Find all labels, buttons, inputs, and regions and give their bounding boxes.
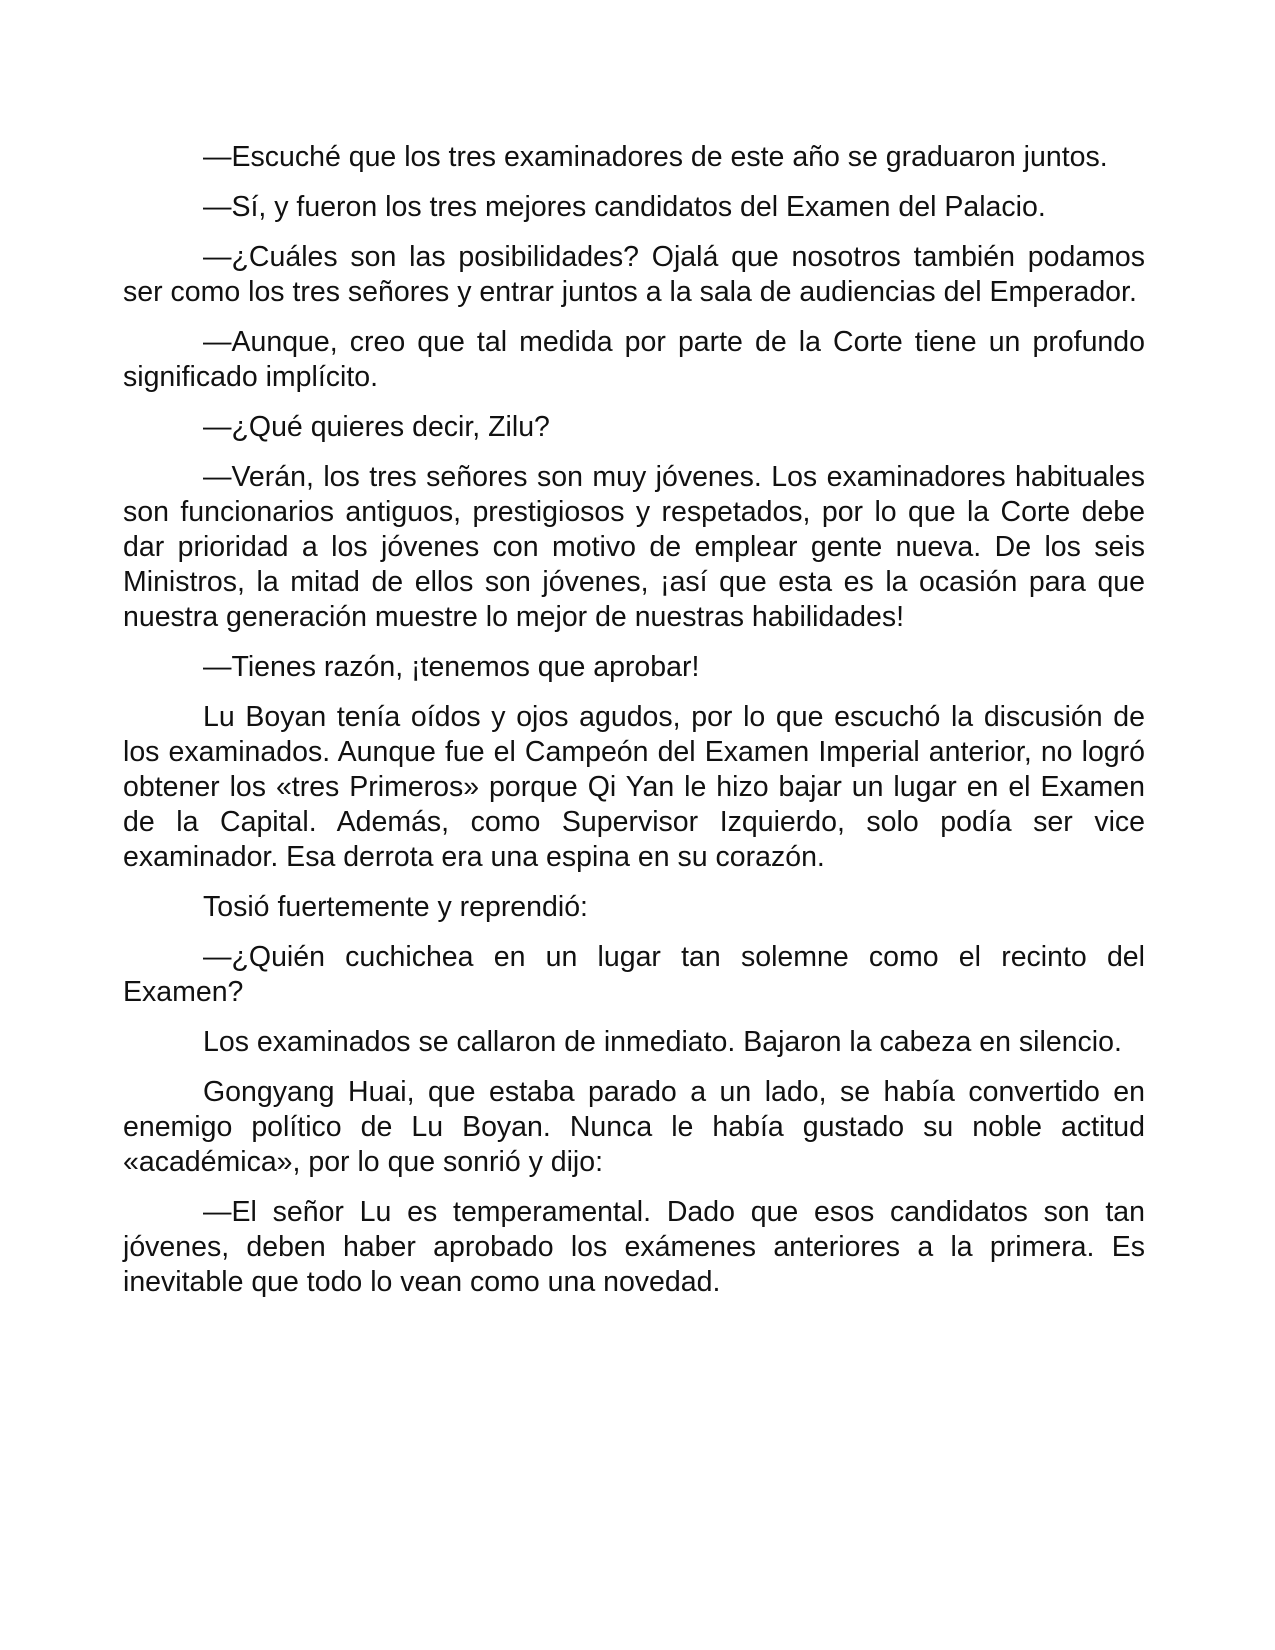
paragraph-10: —¿Quién cuchichea en un lugar tan solemne como el recinto del Examen? bbox=[123, 941, 1145, 1008]
paragraph-8: Lu Boyan tenía oídos y ojos agudos, por lo que escuchó la discusión de los examinados. Aunque fue el Campeón del Examen Imperial anterior, no logró obtener los «tres Primeros» porque Qi Yan le hizo bajar un lugar en el Examen de la Capital. Además, como Supervisor Izquierdo, solo podía ser vice examinador. Esa derrota era una espina en su corazón. bbox=[123, 701, 1145, 873]
paragraph-11: Los examinados se callaron de inmediato. Bajaron la cabeza en silencio. bbox=[203, 1026, 1122, 1058]
paragraph-13: —El señor Lu es temperamental. Dado que esos candidatos son tan jóvenes, deben haber aprobado los exámenes anteriores a la primera. Es inevitable que todo lo vean como una novedad. bbox=[123, 1196, 1145, 1298]
paragraph-4: —Aunque, creo que tal medida por parte de la Corte tiene un profundo significado implícito. bbox=[123, 326, 1145, 393]
paragraph-7: —Tienes razón, ¡tenemos que aprobar! bbox=[203, 651, 700, 683]
paragraph-1: —Escuché que los tres examinadores de este año se graduaron juntos. bbox=[203, 141, 1108, 173]
paragraph-6: —Verán, los tres señores son muy jóvenes. Los examinadores habituales son funcionarios antiguos, prestigiosos y respetados, por lo que la Corte debe dar prioridad a los jóvenes con motivo de emplear gente nueva. De los seis Ministros, la mitad de ellos son jóvenes, ¡así que esta es la ocasión para que nuestra generación muestre lo mejor de nuestras habilidades! bbox=[123, 461, 1145, 633]
body-text bbox=[123, 140, 1145, 1315]
paragraph-12: Gongyang Huai, que estaba parado a un lado, se había convertido en enemigo político de Lu Boyan. Nunca le había gustado su noble actitud «académica», por lo que sonrió y dijo: bbox=[123, 1076, 1145, 1178]
paragraph-5: —¿Qué quieres decir, Zilu? bbox=[203, 411, 550, 443]
paragraph-9: Tosió fuertemente y reprendió: bbox=[203, 891, 588, 923]
paragraph-2: —Sí, y fueron los tres mejores candidatos del Examen del Palacio. bbox=[203, 191, 1046, 223]
paragraph-3: —¿Cuáles son las posibilidades? Ojalá que nosotros también podamos ser como los tres señores y entrar juntos a la sala de audiencias del Emperador. bbox=[123, 241, 1145, 308]
